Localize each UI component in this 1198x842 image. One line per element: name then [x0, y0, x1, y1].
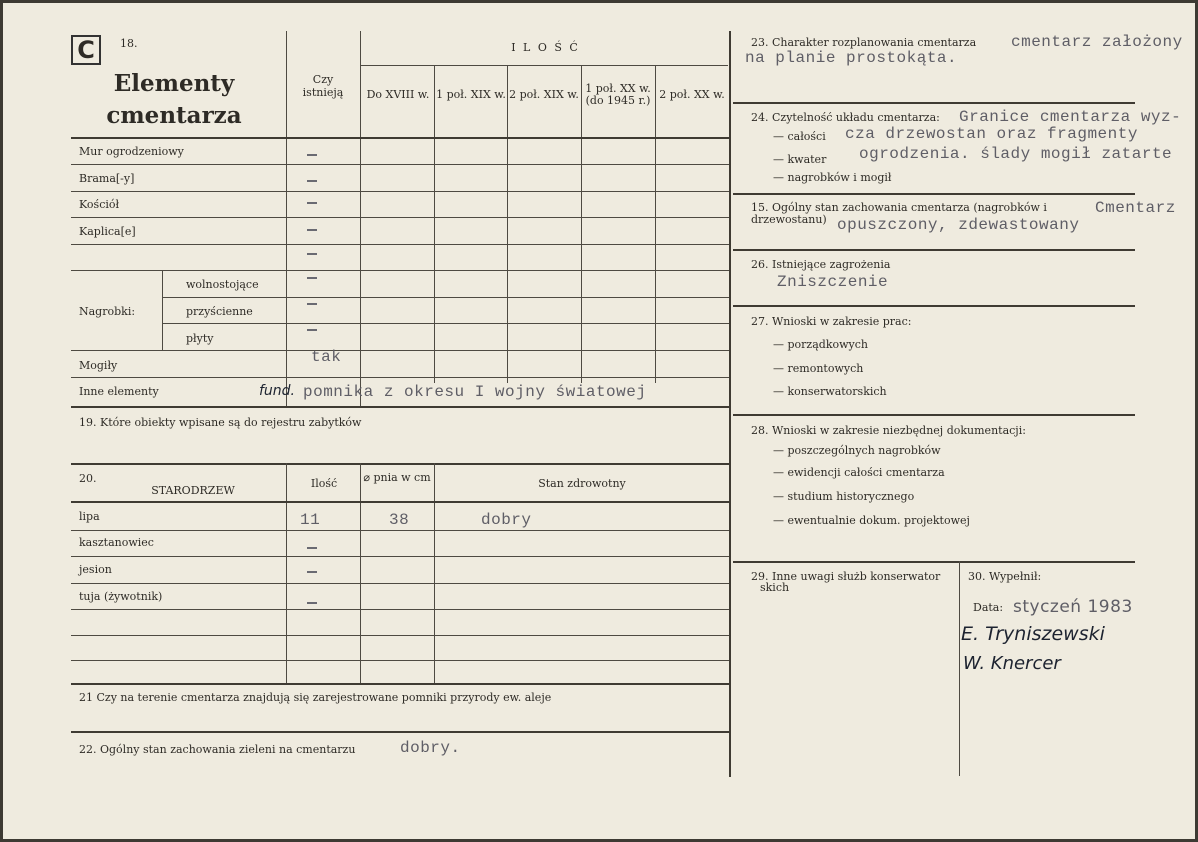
- title-elementy: Elementy: [113, 70, 235, 97]
- nagrobki-label: Nagrobki:: [79, 305, 136, 318]
- q19-label: 19. Które obiekty wpisane są do rejestru zabytków: [79, 416, 362, 429]
- row-kosciol-label: Kościół: [79, 198, 120, 211]
- q15-value-1: Cmentarz: [1095, 199, 1176, 217]
- tree-kasztanowiec-label: kasztanowiec: [79, 536, 154, 549]
- q15-label-2: drzewostanu): [751, 213, 827, 226]
- inne-elementy-value: pomnika z okresu I wojny światowej: [303, 383, 647, 401]
- section-letter-box: C: [71, 35, 101, 65]
- row-mur-exists: [307, 154, 317, 156]
- mogily-value: tak: [311, 348, 342, 366]
- nagrobki-przyscienne-exists: [307, 303, 317, 305]
- q28-item-studium: — studium historycznego: [773, 490, 915, 503]
- tree-jesion-ilosc: [307, 571, 317, 573]
- tree-lipa-label: lipa: [79, 510, 100, 523]
- nagrobki-wolnostojace: wolnostojące: [186, 278, 259, 291]
- period-do-xviii: Do XVIII w.: [366, 88, 430, 101]
- q29-label-1: 29. Inne uwagi służb konserwator: [751, 570, 941, 583]
- q27-label: 27. Wnioski w zakresie prac:: [751, 315, 912, 328]
- nagrobki-plyty: płyty: [186, 332, 214, 345]
- q15-value-2: opuszczony, zdewastowany: [837, 216, 1080, 234]
- title-cmentarza: cmentarza: [106, 102, 242, 129]
- q28-item-nagrobkow: — poszczególnych nagrobków: [773, 444, 941, 457]
- tree-col-stan: Stan zdrowotny: [538, 477, 626, 490]
- q23-label: 23. Charakter rozplanowania cmentarza: [751, 36, 977, 49]
- nagrobki-przyscienne: przyścienne: [186, 305, 253, 318]
- period-2pol-xix: 2 poł. XIX w.: [509, 88, 579, 101]
- signature-1: E. Tryniszewski: [961, 623, 1105, 645]
- q28-item-ewidencji: — ewidencji całości cmentarza: [773, 466, 945, 479]
- inne-elementy-handwritten: fund.: [259, 383, 296, 399]
- q29-label-2: skich: [760, 581, 790, 594]
- q20-number: 20.: [79, 472, 97, 485]
- tree-tuja-ilosc: [307, 602, 317, 604]
- signature-2: W. Knercer: [963, 653, 1061, 674]
- period-1pol-xix: 1 poł. XIX w.: [436, 88, 506, 101]
- q22-value: dobry.: [400, 739, 461, 757]
- q27-item-porzadkowych: — porządkowych: [773, 338, 868, 351]
- q22-label: 22. Ogólny stan zachowania zieleni na cmentarzu: [79, 743, 356, 756]
- q24-item-calosci: — całości: [773, 130, 826, 143]
- col-czy-istnieja: Czy istnieją: [302, 73, 344, 99]
- nagrobki-plyty-exists: [307, 329, 317, 331]
- tree-col-ilosc: Ilość: [310, 477, 338, 490]
- q21-label: 21 Czy na terenie cmentarza znajdują się zarejestrowane pomniki przyrody ew. aleje: [79, 691, 552, 704]
- q26-label: 26. Istniejące zagrożenia: [751, 258, 891, 271]
- row-kaplica-label: Kaplica[e]: [79, 225, 136, 238]
- tree-lipa-stan: dobry: [481, 511, 532, 529]
- row-kosciol-exists: [307, 202, 317, 204]
- q30-label: 30. Wypełnił:: [968, 570, 1042, 583]
- q28-label: 28. Wnioski w zakresie niezbędnej dokumentacji:: [751, 424, 1026, 437]
- period-1pol-xx: 1 poł. XX w. (do 1945 r.): [585, 82, 651, 107]
- tree-lipa-ilosc: 11: [300, 511, 321, 529]
- q15-label-1: 15. Ogólny stan zachowania cmentarza (nagrobków i: [751, 201, 1047, 214]
- q23-value-1: cmentarz założony: [1011, 33, 1183, 51]
- col-ilosc: I L O Ś Ć: [511, 41, 580, 54]
- period-2pol-xx: 2 poł. XX w.: [659, 88, 725, 101]
- nagrobki-wolnostojace-exists: [307, 277, 317, 279]
- tree-lipa-pnia: 38: [389, 511, 410, 529]
- tree-col-pnia: ⌀ pnia w cm: [363, 471, 431, 484]
- q24-item-nagrobkow: — nagrobków i mogił: [773, 171, 892, 184]
- section-number: 18.: [120, 37, 138, 50]
- q23-value-2: na planie prostokąta.: [745, 49, 958, 67]
- q27-item-konserwatorskich: — konserwatorskich: [773, 385, 887, 398]
- q24-item-kwater: — kwater: [773, 153, 827, 166]
- tree-jesion-label: jesion: [79, 563, 112, 576]
- tree-kasztanowiec-ilosc: [307, 547, 317, 549]
- q27-item-remontowych: — remontowych: [773, 362, 864, 375]
- data-value: styczeń 1983: [1013, 597, 1133, 617]
- row-kaplica-exists: [307, 229, 317, 231]
- row-empty-exists: [307, 253, 317, 255]
- row-brama-exists: [307, 180, 317, 182]
- starodrzew-title: STARODRZEW: [151, 484, 235, 497]
- data-label: Data:: [973, 601, 1004, 614]
- q24-value-3: ogrodzenia. ślady mogił zatarte: [859, 145, 1173, 163]
- q24-value-2: cza drzewostan oraz fragmenty: [845, 125, 1138, 143]
- tree-tuja-label: tuja (żywotnik): [79, 590, 163, 603]
- q28-item-projektowej: — ewentualnie dokum. projektowej: [773, 514, 970, 527]
- q24-value-1: Granice cmentarza wyz-: [959, 108, 1182, 126]
- q24-label: 24. Czytelność układu cmentarza:: [751, 111, 940, 124]
- q26-value: Zniszczenie: [777, 273, 889, 291]
- row-brama-label: Brama[-y]: [79, 172, 135, 185]
- inne-elementy-label: Inne elementy: [79, 385, 159, 398]
- mogily-label: Mogiły: [79, 359, 118, 372]
- row-mur-label: Mur ogrodzeniowy: [79, 145, 184, 158]
